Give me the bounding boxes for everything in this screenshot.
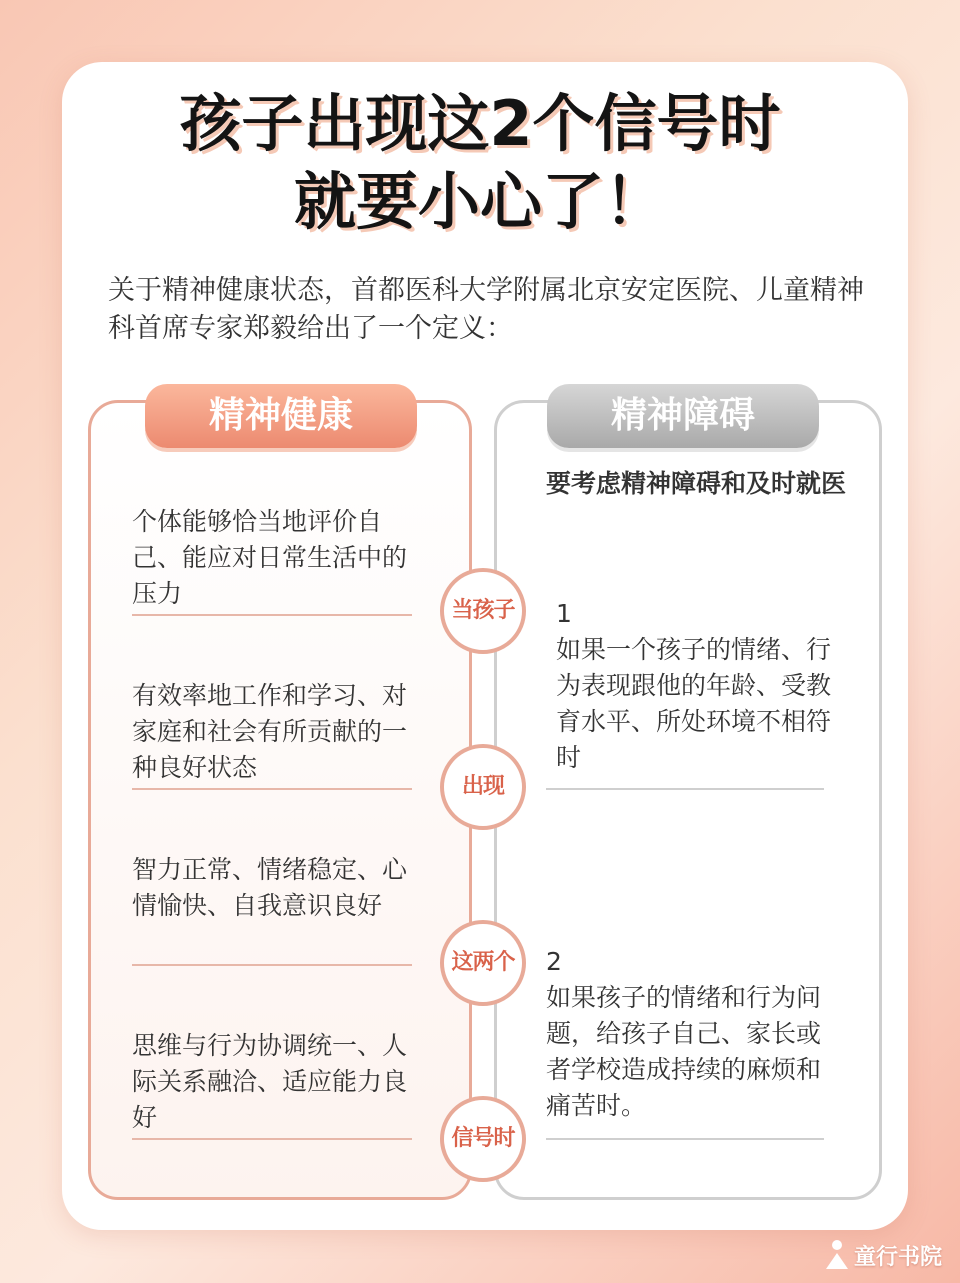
health-item-3: 智力正常、情绪稳定、心情愉快、自我意识良好 xyxy=(132,855,408,920)
disorder-subheading: 要考虑精神障碍和及时就医 xyxy=(546,469,847,498)
connector-circle-4: 信号时 xyxy=(440,1096,526,1182)
disorder-point-1-text: 如果一个孩子的情绪、行为表现跟他的年龄、受教育水平、所处环境不相符时 xyxy=(556,635,832,772)
brand-name: 童行书院 xyxy=(853,1244,942,1270)
page-title-line-1: 孩子出现这2个信号时 xyxy=(179,87,781,160)
connector-circle-1: 当孩子 xyxy=(440,568,526,654)
disorder-point-2-text: 如果孩子的情绪和行为问题，给孩子自己、家长或者学校造成持续的麻烦和痛苦时。 xyxy=(546,983,822,1120)
divider xyxy=(132,1138,412,1140)
brand-mark-icon xyxy=(826,1240,848,1270)
health-item-4: 思维与行为协调统一、人际关系融洽、适应能力良好 xyxy=(132,1031,408,1132)
disorder-point-2-number: 2 xyxy=(546,947,562,976)
disorder-point-1-number: 1 xyxy=(556,599,572,628)
divider xyxy=(546,788,824,790)
intro-paragraph: 关于精神健康状态，首都医科大学附属北京安定医院、儿童精神科首席专家郑毅给出了一个定义： xyxy=(108,275,864,344)
brand-logo xyxy=(826,1237,942,1273)
mental-disorder-heading: 精神障碍 xyxy=(547,384,819,448)
divider xyxy=(132,788,412,790)
health-item-1: 个体能够恰当地评价自己、能应对日常生活中的压力 xyxy=(132,507,408,608)
connector-circle-2: 出现 xyxy=(440,744,526,830)
connector-circle-3: 这两个 xyxy=(440,920,526,1006)
mental-health-heading: 精神健康 xyxy=(145,384,417,448)
health-item-2: 有效率地工作和学习、对家庭和社会有所贡献的一种良好状态 xyxy=(132,681,408,782)
divider xyxy=(132,614,412,616)
divider xyxy=(132,964,412,966)
page-title-line-2: 就要小心了！ xyxy=(293,165,666,238)
divider xyxy=(546,1138,824,1140)
